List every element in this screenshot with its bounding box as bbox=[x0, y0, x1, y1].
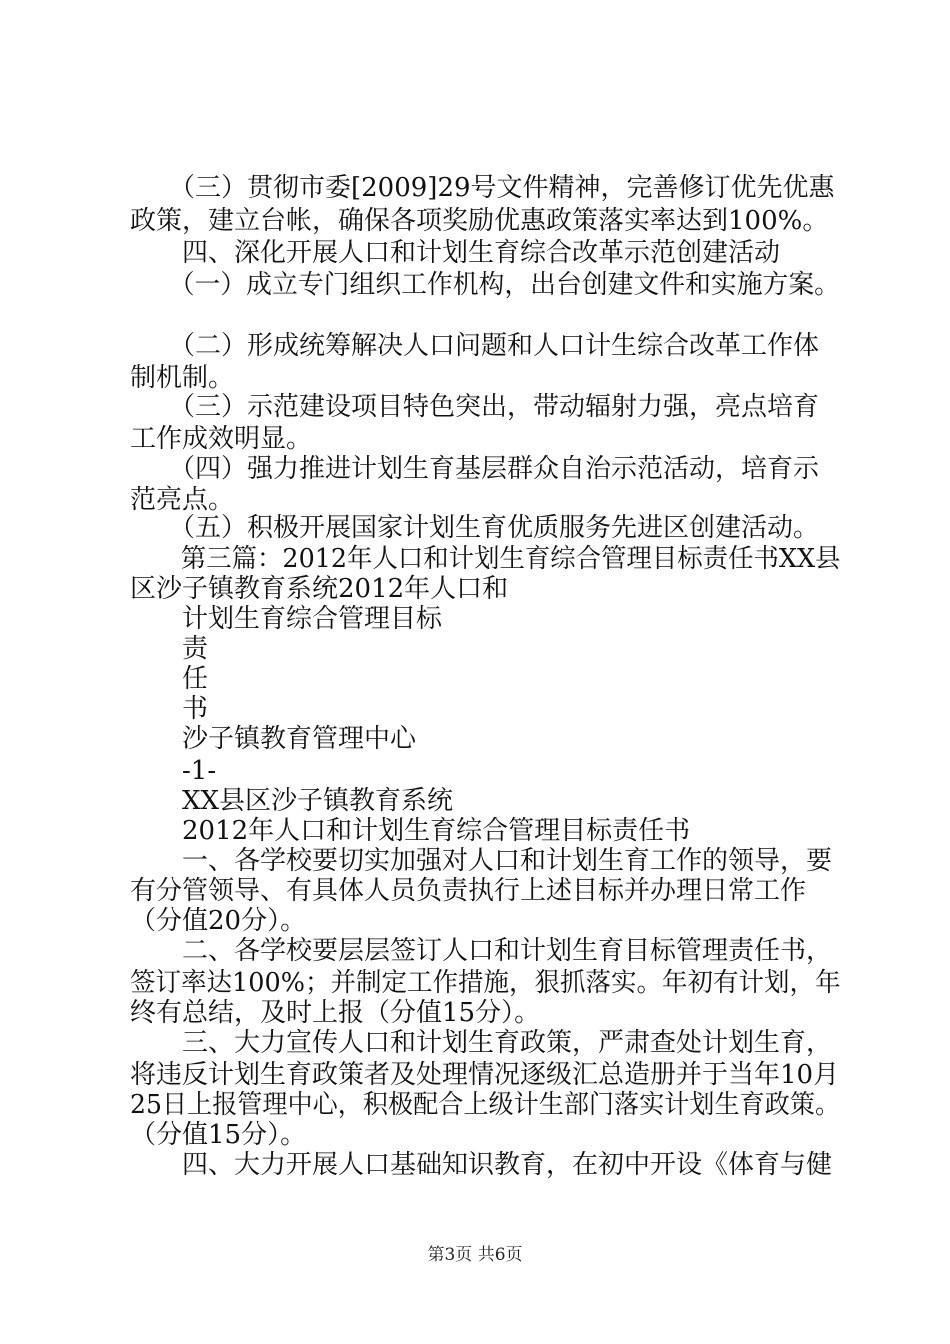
text-line-32: 四、大力开展人口基础知识教育，在初中开设《体育与健 bbox=[130, 1150, 833, 1180]
text-line-10: 范亮点。 bbox=[130, 485, 235, 515]
text-line-21: 2012年人口和计划生育综合管理目标责任书 bbox=[130, 816, 691, 846]
text-line-25: 二、各学校要层层签订人口和计划生育目标管理责任书， bbox=[130, 936, 833, 966]
text-line-20: XX县区沙子镇教育系统 bbox=[130, 786, 454, 816]
text-line-26: 签订率达100%；并制定工作措施，狠抓落实。年初有计划，年 bbox=[130, 968, 841, 998]
text-line-9: （四）强力推进计划生育基层群众自治示范活动，培育示 bbox=[130, 454, 820, 484]
text-line-28: 三、大力宣传人口和计划生育政策，严肃查处计划生育， bbox=[130, 1028, 833, 1058]
text-line-12: 第三篇：2012年人口和计划生育综合管理目标责任书XX县 bbox=[130, 544, 841, 574]
text-line-17: 书 bbox=[130, 694, 209, 724]
text-line-31: （分值15分）。 bbox=[130, 1120, 307, 1150]
text-line-19: -1- bbox=[130, 756, 217, 786]
text-line-2: 政策，建立台帐，确保各项奖励优惠政策落实率达到100%。 bbox=[130, 206, 829, 236]
text-line-15: 责 bbox=[130, 634, 209, 664]
text-line-30: 25日上报管理中心，积极配合上级计生部门落实计划生育政策。 bbox=[130, 1090, 841, 1120]
text-line-4: （一）成立专门组织工作机构，出台创建文件和实施方案。 bbox=[130, 270, 841, 300]
text-line-24: （分值20分）。 bbox=[130, 906, 307, 936]
text-line-13: 区沙子镇教育系统2012年人口和 bbox=[130, 574, 509, 604]
text-line-23: 有分管领导、有具体人员负责执行上述目标并办理日常工作 bbox=[130, 876, 807, 906]
text-line-3: 四、深化开展人口和计划生育综合改革示范创建活动 bbox=[130, 238, 781, 268]
text-line-29: 将违反计划生育政策者及处理情况逐级汇总造册并于当年10月 bbox=[130, 1060, 840, 1090]
text-line-1: （三）贯彻市委[2009]29号文件精神，完善修订优先优惠 bbox=[130, 173, 835, 203]
text-line-6: 制机制。 bbox=[130, 363, 235, 393]
page-footer: 第3页 共6页 bbox=[427, 1245, 523, 1265]
text-line-16: 任 bbox=[130, 664, 209, 694]
text-line-5: （二）形成统筹解决人口问题和人口计生综合改革工作体 bbox=[130, 331, 820, 361]
text-line-14: 计划生育综合管理目标 bbox=[130, 604, 443, 634]
text-line-22: 一、各学校要切实加强对人口和计划生育工作的领导，要 bbox=[130, 846, 833, 876]
text-line-27: 终有总结，及时上报（分值15分）。 bbox=[130, 998, 541, 1028]
text-line-8: 工作成效明显。 bbox=[130, 424, 313, 454]
text-line-7: （三）示范建设项目特色突出，带动辐射力强，亮点培育 bbox=[130, 392, 820, 422]
text-line-18: 沙子镇教育管理中心 bbox=[130, 724, 417, 754]
text-line-11: （五）积极开展国家计划生育优质服务先进区创建活动。 bbox=[130, 513, 820, 543]
